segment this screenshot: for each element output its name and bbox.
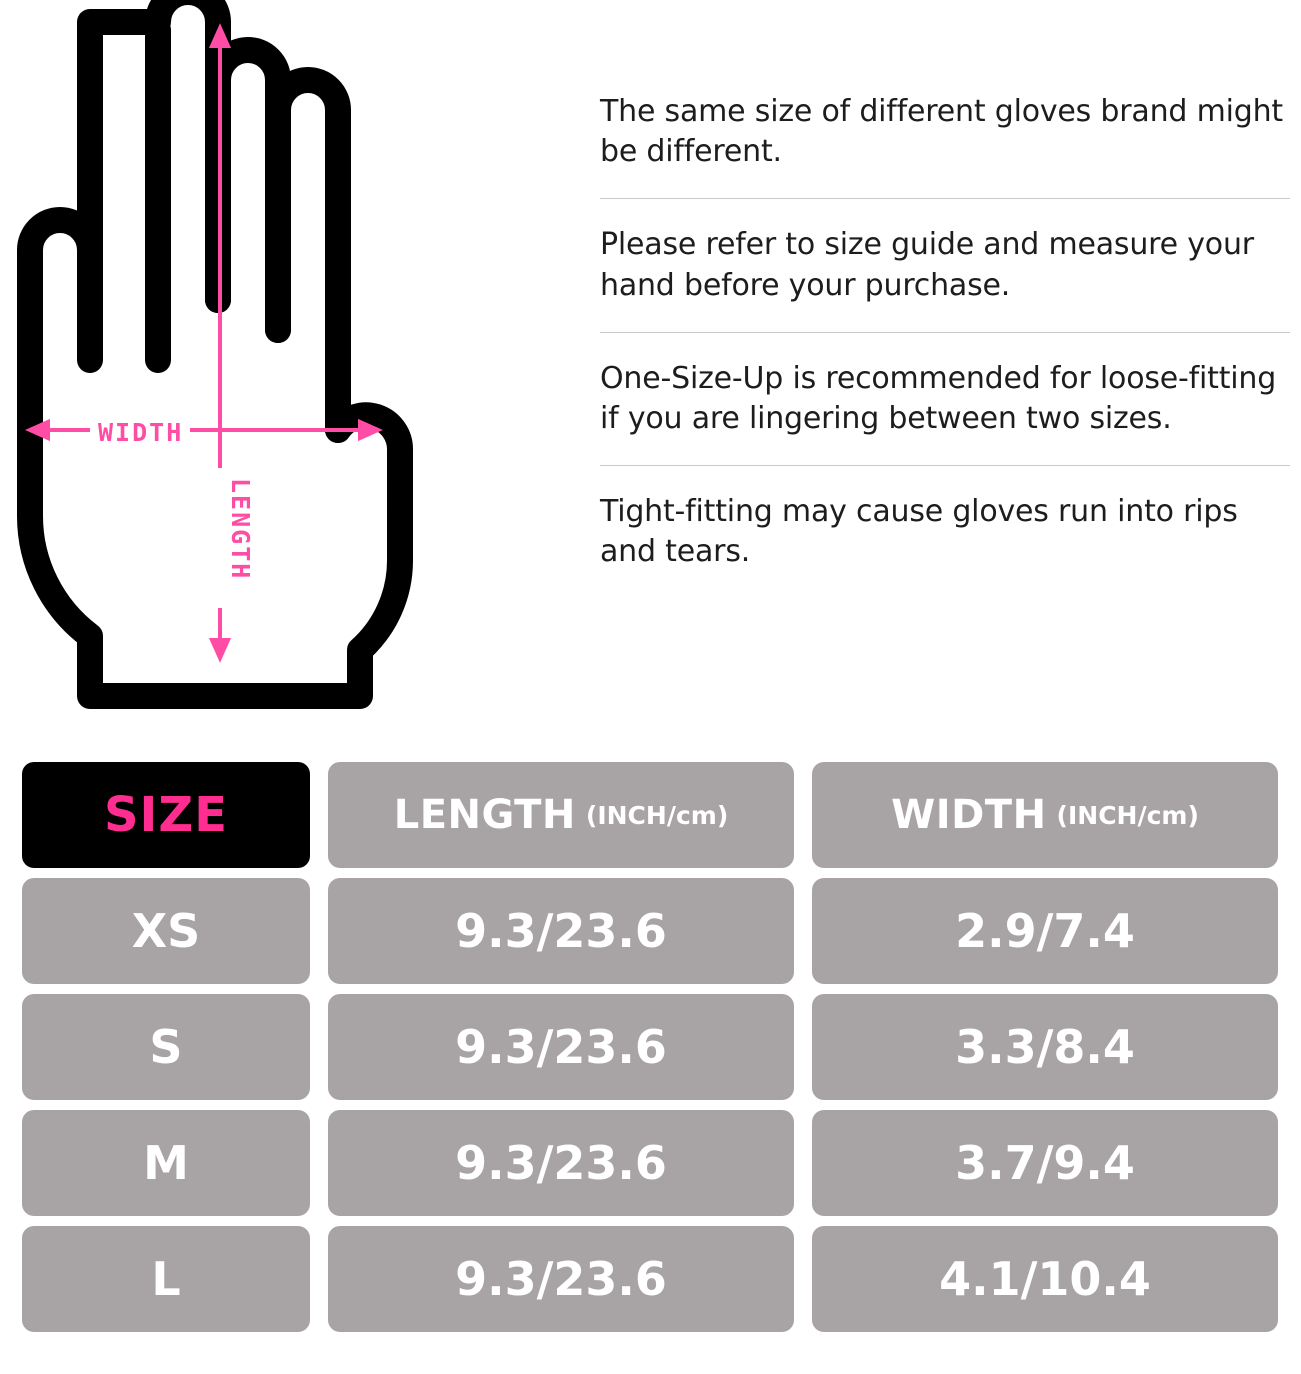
size-table (22, 762, 1284, 1342)
cell-size: L (22, 1226, 310, 1332)
cell-size: M (22, 1110, 310, 1216)
header-length (328, 762, 794, 868)
table-row (22, 1110, 1284, 1216)
cell-size: XS (22, 878, 310, 984)
cell-length: 9.3/23.6 (328, 1226, 794, 1332)
note-item: Please refer to size guide and measure your hand before your purchase. (600, 198, 1290, 331)
cell-length: 9.3/23.6 (328, 994, 794, 1100)
header-size: SIZE (22, 762, 310, 868)
table-header-row (22, 762, 1284, 868)
cell-width: 2.9/7.4 (812, 878, 1278, 984)
cell-length: 9.3/23.6 (328, 1110, 794, 1216)
header-width (812, 762, 1278, 868)
table-row (22, 1226, 1284, 1332)
cell-size: S (22, 994, 310, 1100)
width-label: WIDTH (98, 418, 184, 447)
note-item: Tight-fitting may cause gloves run into rips and tears. (600, 465, 1290, 598)
hand-measurement-diagram (0, 0, 440, 720)
cell-width: 4.1/10.4 (812, 1226, 1278, 1332)
cell-width: 3.3/8.4 (812, 994, 1278, 1100)
length-label: LENGTH (226, 478, 255, 581)
header-width-text: WIDTH (891, 792, 1047, 838)
notes-list (600, 92, 1290, 599)
note-item: One-Size-Up is recommended for loose-fitting if you are lingering between two sizes. (600, 332, 1290, 465)
note-item: The same size of different gloves brand might be different. (600, 94, 1283, 170)
header-width-unit: (INCH/cm) (1056, 800, 1199, 830)
cell-width: 3.7/9.4 (812, 1110, 1278, 1216)
header-length-unit: (INCH/cm) (585, 800, 729, 830)
table-row (22, 994, 1284, 1100)
table-row (22, 878, 1284, 984)
header-length-text: LENGTH (393, 792, 576, 838)
cell-length: 9.3/23.6 (328, 878, 794, 984)
